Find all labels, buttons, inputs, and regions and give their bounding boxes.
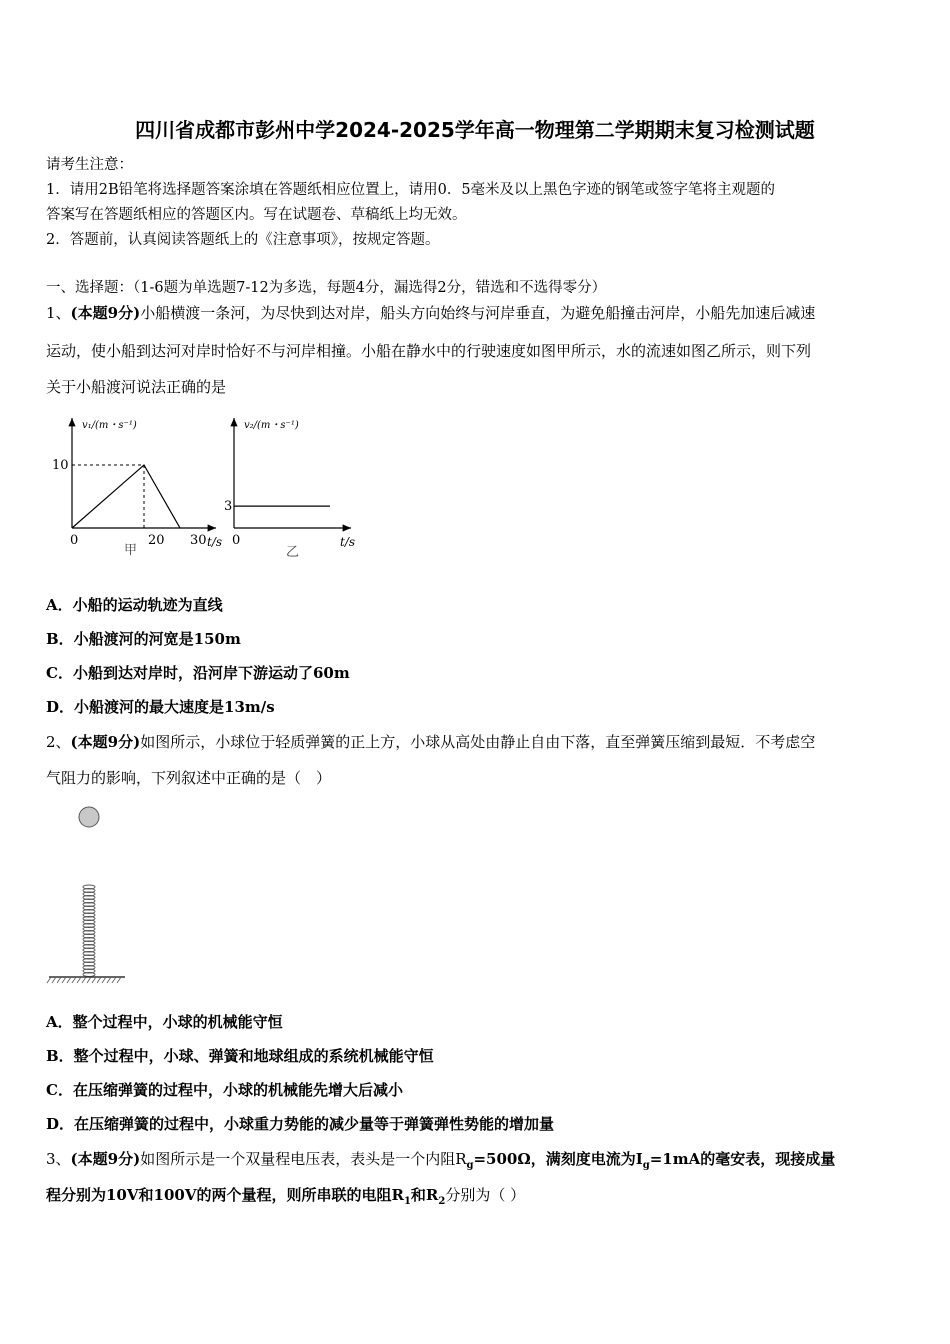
hatch-mark — [107, 977, 111, 983]
hatch-mark — [87, 977, 91, 983]
q2-text-1: 如图所示，小球位于轻质弹簧的正上方，小球从高处由静止自由下落，直至弹簧压缩到最短．不考虑空 — [140, 733, 816, 751]
hatch-mark — [72, 977, 76, 983]
notice-item-2: 2．答题前，认真阅读答题纸上的《注意事项》，按规定答题。 — [46, 232, 440, 248]
hatch-mark — [62, 977, 66, 983]
chart1-xtick-30: 30 — [190, 533, 207, 548]
q1-option-c: C．小船到达对岸时，沿河岸下游运动了60m — [46, 664, 350, 682]
q1-option-a: A．小船的运动轨迹为直线 — [46, 596, 223, 614]
ball — [79, 807, 99, 827]
section-heading: 一、选择题：（1-6题为单选题7-12为多选，每题4分，漏选得2分，错选和不选得零分） — [46, 280, 607, 296]
notice-heading: 请考生注意： — [46, 157, 133, 173]
hatch-mark — [102, 977, 106, 983]
hatch-mark — [52, 977, 56, 983]
hatch-mark — [82, 977, 86, 983]
q2-option-a: A．整个过程中，小球的机械能守恒 — [46, 1013, 283, 1031]
chart1-xtick-20: 20 — [148, 533, 165, 548]
chart1-xtick-0: 0 — [70, 533, 79, 548]
hatch-mark — [77, 977, 81, 983]
chart2-xlabel: t/s — [340, 535, 356, 549]
q2-option-c: C．在压缩弹簧的过程中，小球的机械能先增大后减小 — [46, 1081, 403, 1099]
q3-line1: 3、(本题9分)如图所示是一个双量程电压表，表头是一个内阻$R_g=500\Omega$，满刻度电流为$I_g=1mA$的毫安表，现接成量 — [46, 1150, 836, 1171]
q3-number: 3、 — [46, 1150, 71, 1168]
q2-tag: (本题9分) — [70, 733, 141, 751]
chart2-ytick-3: 3 — [224, 499, 233, 514]
hatch-mark — [57, 977, 61, 983]
chart1-ytick-10: 10 — [52, 458, 69, 473]
chart2-xtick-0: 0 — [232, 533, 241, 548]
chart1-xlabel: t/s — [207, 535, 223, 549]
q2-figure — [45, 800, 135, 990]
q1-figure — [48, 410, 378, 560]
notice-item-1a: 1．请用2B铅笔将选择题答案涂填在答题纸相应位置上，请用0．5毫米及以上黑色字迹的钢笔或签字笔将主观题的 — [46, 182, 776, 198]
q2-option-b: B．整个过程中，小球、弹簧和地球组成的系统机械能守恒 — [46, 1047, 434, 1065]
spring — [83, 885, 95, 977]
q1-line2: 运动，使小船到达河对岸时恰好不与河岸相撞。小船在静水中的行驶速度如图甲所示，水的流速如图乙所示，则下列 — [46, 342, 812, 360]
chart1-title: 甲 — [124, 543, 138, 558]
q3-line2: 程分别为10V和100V的两个量程，则所串联的电阻$R_1$和$R_2$分别为（ ） — [46, 1186, 526, 1207]
hatch-mark — [112, 977, 116, 983]
hatch-mark — [117, 977, 121, 983]
q3-tag: (本题9分) — [70, 1150, 141, 1168]
q1-number: 1、 — [46, 304, 71, 322]
chart2-title: 乙 — [286, 545, 300, 560]
chart1-ylabel: v₁/(m・s⁻¹) — [82, 420, 137, 431]
hatch-mark — [92, 977, 96, 983]
q2-number: 2、 — [46, 733, 71, 751]
q2-line2: 气阻力的影响，下列叙述中正确的是（ ） — [46, 769, 332, 787]
chart2-ylabel: v₂/(m・s⁻¹) — [244, 420, 299, 431]
q2-line1 — [46, 731, 815, 752]
q1-tag: (本题9分) — [70, 304, 141, 322]
page-title: 四川省成都市彭州中学2024-2025学年高一物理第二学期期末复习检测试题 — [135, 118, 815, 142]
q1-option-b: B．小船渡河的河宽是150m — [46, 630, 241, 648]
hatch-mark — [47, 977, 51, 983]
q1-text-1: 小船横渡一条河，为尽快到达对岸，船头方向始终与河岸垂直，为避免船撞击河岸，小船先加速后减速 — [140, 304, 816, 322]
notice-item-1b: 答案写在答题纸相应的答题区内。写在试题卷、草稿纸上均无效。 — [46, 207, 467, 223]
chart1-series-line — [72, 465, 180, 528]
ground-hatch — [47, 977, 121, 983]
hatch-mark — [67, 977, 71, 983]
q2-option-d: D．在压缩弹簧的过程中，小球重力势能的减少量等于弹簧弹性势能的增加量 — [46, 1115, 555, 1133]
q1-line3: 关于小船渡河说法正确的是 — [46, 378, 227, 396]
q1-option-d: D．小船渡河的最大速度是13m/s — [46, 698, 275, 716]
hatch-mark — [97, 977, 101, 983]
q1-line1 — [46, 302, 815, 323]
